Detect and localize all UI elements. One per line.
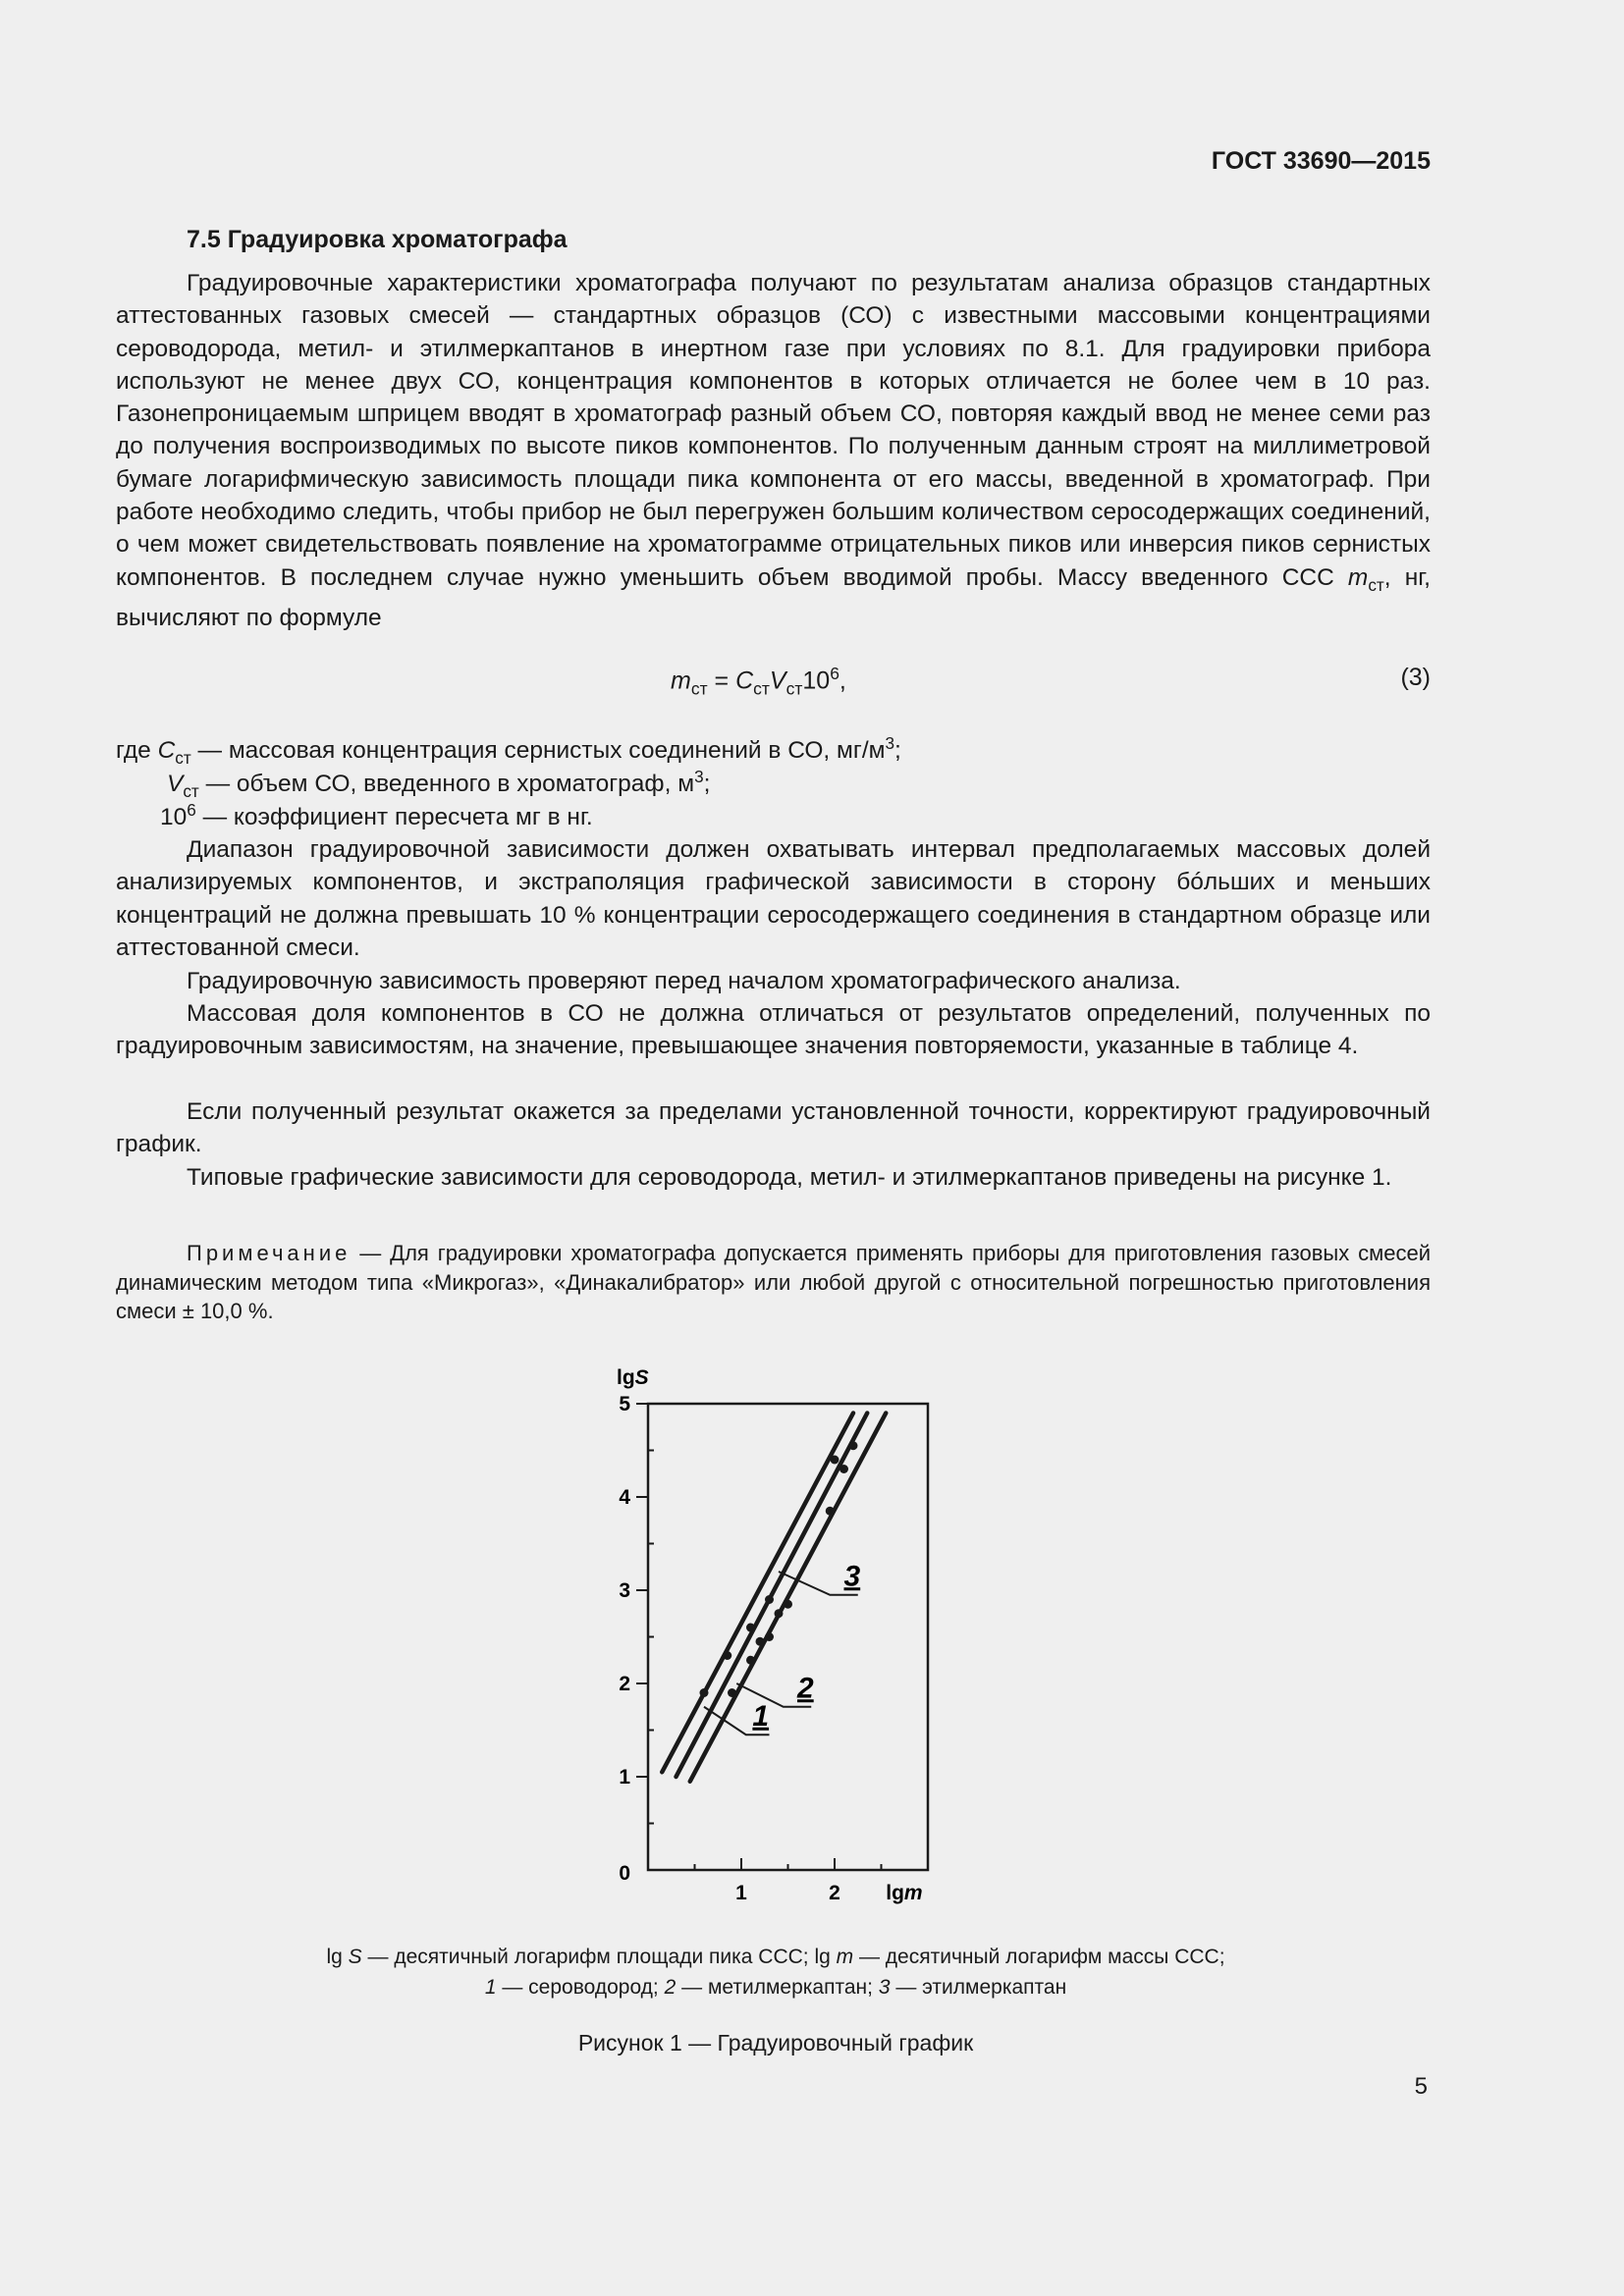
legend-text: — десятичный логарифм массы ССС; [853,1946,1225,1968]
where-unit-sup: 3 [694,767,704,786]
legend-line-1 [0,1942,1551,1972]
formula-c: C [735,667,754,695]
legend-text: — сероводород; [496,1976,665,1999]
where-text: — коэффициент пересчета мг в нг. [195,804,593,831]
formula-number: (3) [1400,664,1431,691]
paragraph-calibration-intro [116,267,1431,634]
paragraph-check: Градуировочную зависимость проверяют перед началом хроматографического анализа. [187,968,1181,994]
data-point [784,1600,792,1609]
section-title: 7.5 Градуировка хроматографа [187,226,568,253]
where-sym: C [157,737,176,765]
note-text: — Для градуировки хроматографа допускается применять приборы для приготовления газовых смесей динамическим методом типа «Микрогаз», «Динакалибратор» или любой другой с относительной погрешностью приготовления смеси ± 10,0 %. [116,1241,1431,1323]
page-number: 5 [1414,2073,1428,2100]
data-point [826,1507,835,1516]
series-label-2: 2 [797,1672,814,1705]
formula-base: 10 [802,667,831,695]
where-sub: ст [175,748,191,769]
data-point [831,1456,839,1465]
data-point [746,1656,755,1665]
legend-num-3: 3 [878,1976,891,1999]
legend-text: — этилмеркаптан [890,1976,1067,1999]
data-point [849,1441,858,1450]
legend-var-m: m [836,1946,854,1968]
note-label: Примечание [187,1241,352,1265]
calibration-chart [589,1355,982,1914]
paragraph-correction: Если полученный результат окажется за пределами установленной точности, корректируют градуировочный график. [116,1098,1431,1158]
legend-text: lg [326,1946,349,1968]
y-tick-label: 2 [619,1673,630,1695]
data-point [756,1637,765,1646]
paragraph-text: Градуировочные характеристики хроматографа получают по результатам анализа образцов стандартных аттестованных газовых смесей — стандартных образцов (СО) с известными массовыми концентрациями сероводорода, метил- и этилмеркаптанов в инертном газе при условиях по 8.1. Для градуировки прибора используют не менее двух СО, концентрация компонентов в которых отличается не более чем в 10 раз. Газонепроницаемым шприцем вводят в хроматограф разный объем СО, повторяя каждый ввод не менее семи раз до получения воспроизводимых по высоте пиков компонентов. По полученным данным строят на миллиметровой бумаге логарифмическую зависимость площади пика компонента от его массы, введенной в хроматограф. При работе необходимо следить, чтобы прибор не был перегружен большим количеством серосодержащих соединений, о чем может свидетельствовать появление на хроматограмме отрицательных пиков или инверсия пиков сернистых компонентов. В последнем случае нужно уменьшить объем вводимой пробы. Массу введенного ССС [116,270,1431,591]
where-row-coef [160,794,593,833]
where-end: ; [894,737,901,765]
formula-m: m [671,667,691,695]
var-m-sub: ст [1368,574,1384,595]
plot-frame [648,1404,928,1870]
data-point [723,1651,731,1660]
legend-num-2: 2 [664,1976,677,1999]
where-lead: где [116,737,151,765]
formula-c-sub: ст [753,678,770,699]
formula-end: , [839,667,846,695]
y-tick-label: 1 [619,1766,630,1789]
paragraph-mass-fraction: Массовая доля компонентов в СО не должна отличаться от результатов определений, полученных по градуировочным зависимостям, на значение, превышающее значения повторяемости, указанные в таблице 4. [116,1000,1431,1060]
x-tick-label: 1 [735,1882,747,1904]
figure-legend [0,1942,1551,2002]
data-point [746,1624,755,1632]
formula-3 [671,664,846,699]
series-line-3 [690,1414,887,1782]
where-sym: V [167,771,184,798]
formula-m-sub: ст [690,678,708,699]
where-unit-sup: 3 [885,733,895,753]
data-point [775,1609,784,1618]
legend-text: — десятичный логарифм площади пика ССС; lg [361,1946,837,1968]
data-point [765,1632,774,1641]
series-label-3: 3 [843,1560,861,1593]
formula-exp: 6 [830,664,839,683]
var-m: m [1347,563,1369,591]
legend-text: — метилмеркаптан; [676,1976,879,1999]
chart-lines [662,1414,886,1782]
where-sub: ст [183,781,199,802]
where-end: ; [703,771,711,798]
formula-v: V [769,667,786,695]
data-point [839,1465,848,1473]
y-axis-label: lgS [617,1366,649,1389]
series-label-1: 1 [752,1699,770,1733]
paragraph-figure-ref: Типовые графические зависимости для сероводорода, метил- и этилмеркаптанов приведены на рисунке 1. [187,1164,1392,1191]
formula-v-sub: ст [785,678,803,699]
data-point [765,1595,774,1604]
where-text: — массовая концентрация сернистых соединений в СО, мг/м [190,737,886,765]
paragraph-range: Диапазон градуировочной зависимости должен охватывать интервал предполагаемых массовых долей анализируемых компонентов, и экстраполяция графической зависимости в сторону бóльших и меньших концентраций не должна превышать 10 % концентрации серосодержащего соединения в стандартном образце или аттестованной смеси. [116,836,1431,961]
y-tick-label: 5 [619,1393,630,1415]
document-header: ГОСТ 33690—2015 [1211,147,1431,175]
paragraph-tail: , нг, вычисляют по формуле [116,563,1431,631]
y-tick-label: 3 [619,1579,630,1602]
formula-eq: = [707,667,736,695]
data-point [700,1688,709,1697]
data-point [728,1688,736,1697]
figure-caption: Рисунок 1 — Градуировочный график [577,2030,974,2056]
legend-num-1: 1 [484,1976,497,1999]
where-sym: 10 [160,804,188,831]
where-sup: 6 [187,800,196,820]
legend-line-2 [0,1972,1551,2002]
where-text: — объем СО, введенного в хроматограф, м [198,771,695,798]
y-tick-label: 4 [619,1486,630,1509]
legend-var-s: S [348,1946,362,1968]
origin-label: 0 [619,1862,630,1885]
note [116,1239,1431,1326]
x-axis-label: lgm [886,1882,923,1904]
x-tick-label: 2 [829,1882,840,1904]
